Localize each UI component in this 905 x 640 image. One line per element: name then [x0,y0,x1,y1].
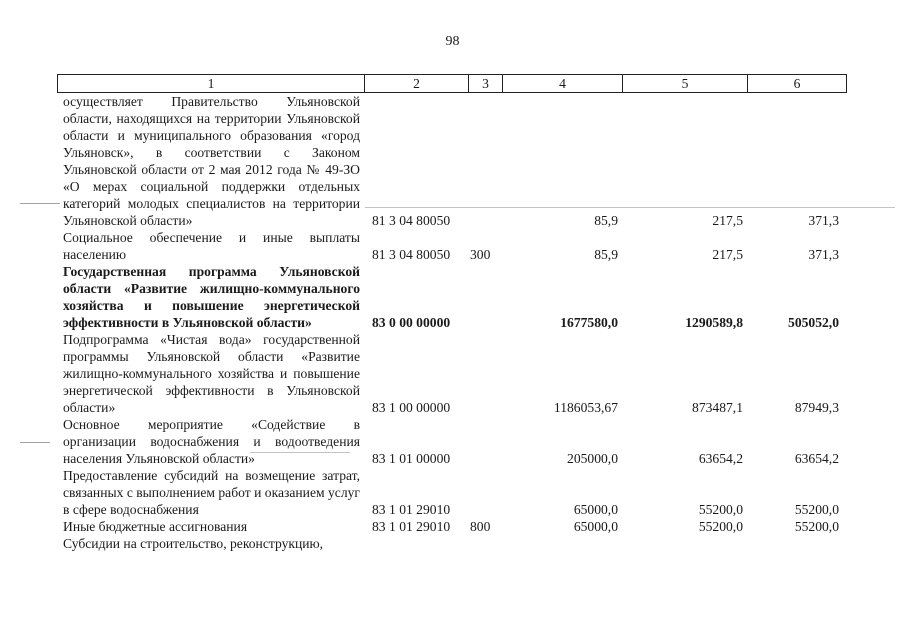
column-header-1: 1 [57,75,364,92]
row-value-col6: 371,3 [808,247,839,262]
row-value-col5: 1290589,8 [685,315,743,330]
column-header-4: 4 [502,75,622,92]
row-value-col6: 55200,0 [794,502,839,517]
table-body [57,93,847,552]
scan-artifact-line [20,442,50,443]
scan-artifact-line [365,207,895,208]
row-value-col5: 63654,2 [698,451,743,466]
column-header-6: 6 [747,75,847,92]
row-value-col4: 1186053,67 [553,400,618,415]
row-description: Подпрограмма «Чистая вода» государственной программы Ульяновской области «Развитие жилищно-коммунального хозяйства и повышение энергетической эффективности в Ульяновской области» [63,332,360,415]
row-code: 83 1 01 29010 [372,519,451,534]
row-description: Предоставление субсидий на возмещение затрат, связанных с выполнением работ и оказанием услуг в сфере водоснабжения [63,468,360,517]
row-value-col4: 65000,0 [573,502,618,517]
row-code: 81 3 04 80050 [372,213,451,228]
row-value-col6: 63654,2 [794,451,839,466]
scan-artifact-line [250,452,350,453]
row-value-col5: 55200,0 [698,502,743,517]
row-value-col5: 55200,0 [698,519,743,534]
row-description: Основное мероприятие «Содействие в организации водоснабжения и водоотведения населения Ульяновской области» [63,417,360,466]
table-row [57,93,847,229]
row-description: Государственная программа Ульяновской области «Развитие жилищно-коммунального хозяйства и повышение энергетической эффективности в Ульяновской области» [63,264,360,330]
row-description: Субсидии на строительство, реконструкцию, [63,536,324,551]
table-row [57,229,847,263]
row-value-col6: 371,3 [808,213,839,228]
row-code: 83 1 00 00000 [372,400,451,415]
row-code: 83 1 01 29010 [372,502,451,517]
row-value-col4: 1677580,0 [560,315,618,330]
row-value-col6: 505052,0 [788,315,839,330]
row-value-col6: 87949,3 [794,400,839,415]
page-number: 98 [445,34,460,49]
row-code: 83 1 01 00000 [372,451,451,466]
row-value-col4: 85,9 [594,247,618,262]
row-description: осуществляет Правительство Ульяновской области, находящихся на территории Ульяновской области и муниципального образования «город Ульяновск», в соответствии с Законом Ульяновской области от 2 мая 2012 года № 49-ЗО «О мерах социальной поддержки отдельных категорий молодых специалистов на территории Ульяновской области» [63,94,360,228]
budget-table [57,74,847,551]
table-row [57,331,847,416]
scan-artifact-line [20,203,60,204]
row-value-col5: 873487,1 [692,400,743,415]
row-value-col4: 65000,0 [573,519,618,534]
row-value-col4: 205000,0 [567,451,618,466]
row-expense-type: 800 [470,519,491,534]
table-row [57,416,847,467]
row-value-col4: 85,9 [594,213,618,228]
row-expense-type: 300 [470,247,491,262]
table-row [57,518,847,535]
table-row-program [57,263,847,331]
column-header-3: 3 [468,75,502,92]
row-value-col5: 217,5 [712,213,743,228]
column-header-2: 2 [364,75,468,92]
row-value-col6: 55200,0 [794,519,839,534]
row-value-col5: 217,5 [712,247,743,262]
table-header-row [57,74,847,93]
table-row [57,535,847,552]
row-description: Социальное обеспечение и иные выплаты населению [63,230,360,262]
table-row [57,467,847,518]
row-code: 83 0 00 00000 [372,315,451,330]
row-code: 81 3 04 80050 [372,247,451,262]
column-header-5: 5 [622,75,747,92]
row-description: Иные бюджетные ассигнования [63,519,248,534]
